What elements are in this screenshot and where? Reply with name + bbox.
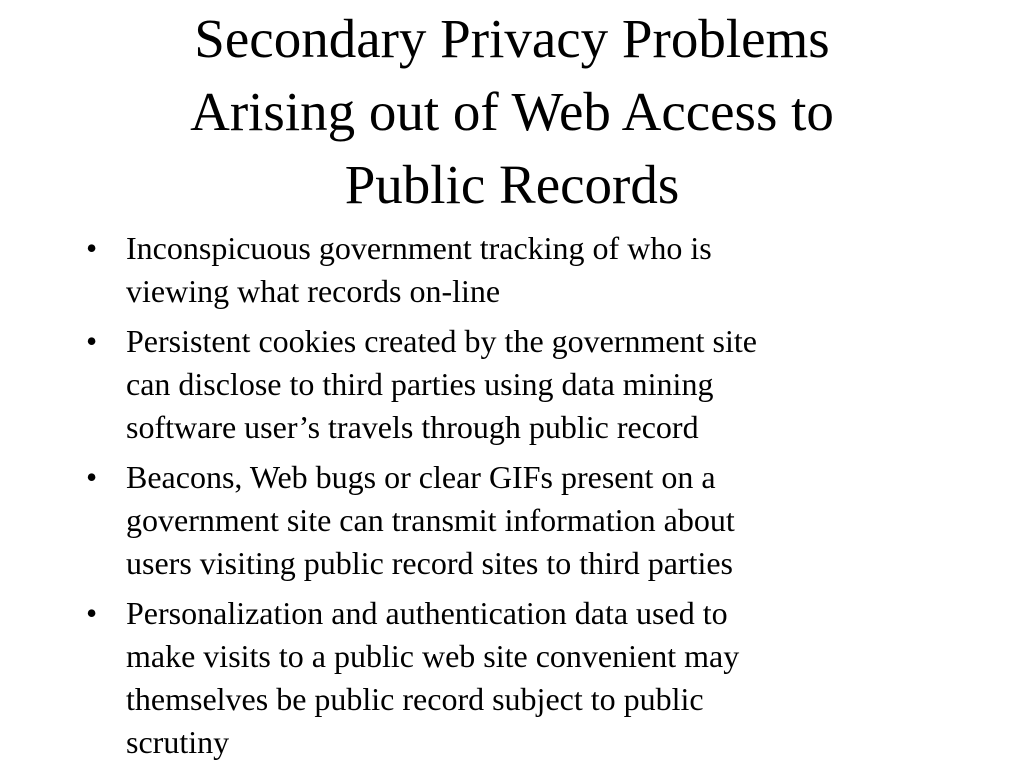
bullet-text-line: Inconspicuous government tracking of who is bbox=[126, 230, 712, 266]
bullet-text-line: scrutiny bbox=[126, 724, 230, 760]
title-line: Arising out of Web Access to bbox=[190, 81, 834, 142]
title-line: Public Records bbox=[344, 154, 680, 215]
bullet-text-line: viewing what records on-line bbox=[126, 273, 501, 309]
bullet-text-line: Beacons, Web bugs or clear GIFs present on a bbox=[126, 459, 716, 495]
bullet-text-line: Personalization and authentication data used to bbox=[126, 595, 728, 631]
bullet-text-line: themselves be public record subject to public bbox=[126, 681, 704, 717]
bullet-item bbox=[86, 456, 936, 585]
bullet-item bbox=[86, 227, 936, 313]
bullet-icon: • bbox=[86, 459, 98, 495]
bullet-text-line: users visiting public record sites to third parties bbox=[126, 545, 733, 581]
bullet-item bbox=[86, 592, 936, 764]
title-line: Secondary Privacy Problems bbox=[194, 8, 830, 69]
bullet-list bbox=[86, 227, 936, 768]
bullet-text-line: Persistent cookies created by the government site bbox=[126, 323, 757, 359]
bullet-text-line: government site can transmit information about bbox=[126, 502, 735, 538]
bullet-text-line: can disclose to third parties using data mining bbox=[126, 366, 714, 402]
bullet-item bbox=[86, 320, 936, 449]
bullet-text-line: make visits to a public web site convenient may bbox=[126, 638, 740, 674]
slide-title bbox=[0, 2, 1024, 221]
bullet-icon: • bbox=[86, 595, 98, 631]
bullet-icon: • bbox=[86, 323, 98, 359]
bullet-text-line: software user’s travels through public record bbox=[126, 409, 699, 445]
bullet-icon: • bbox=[86, 230, 98, 266]
